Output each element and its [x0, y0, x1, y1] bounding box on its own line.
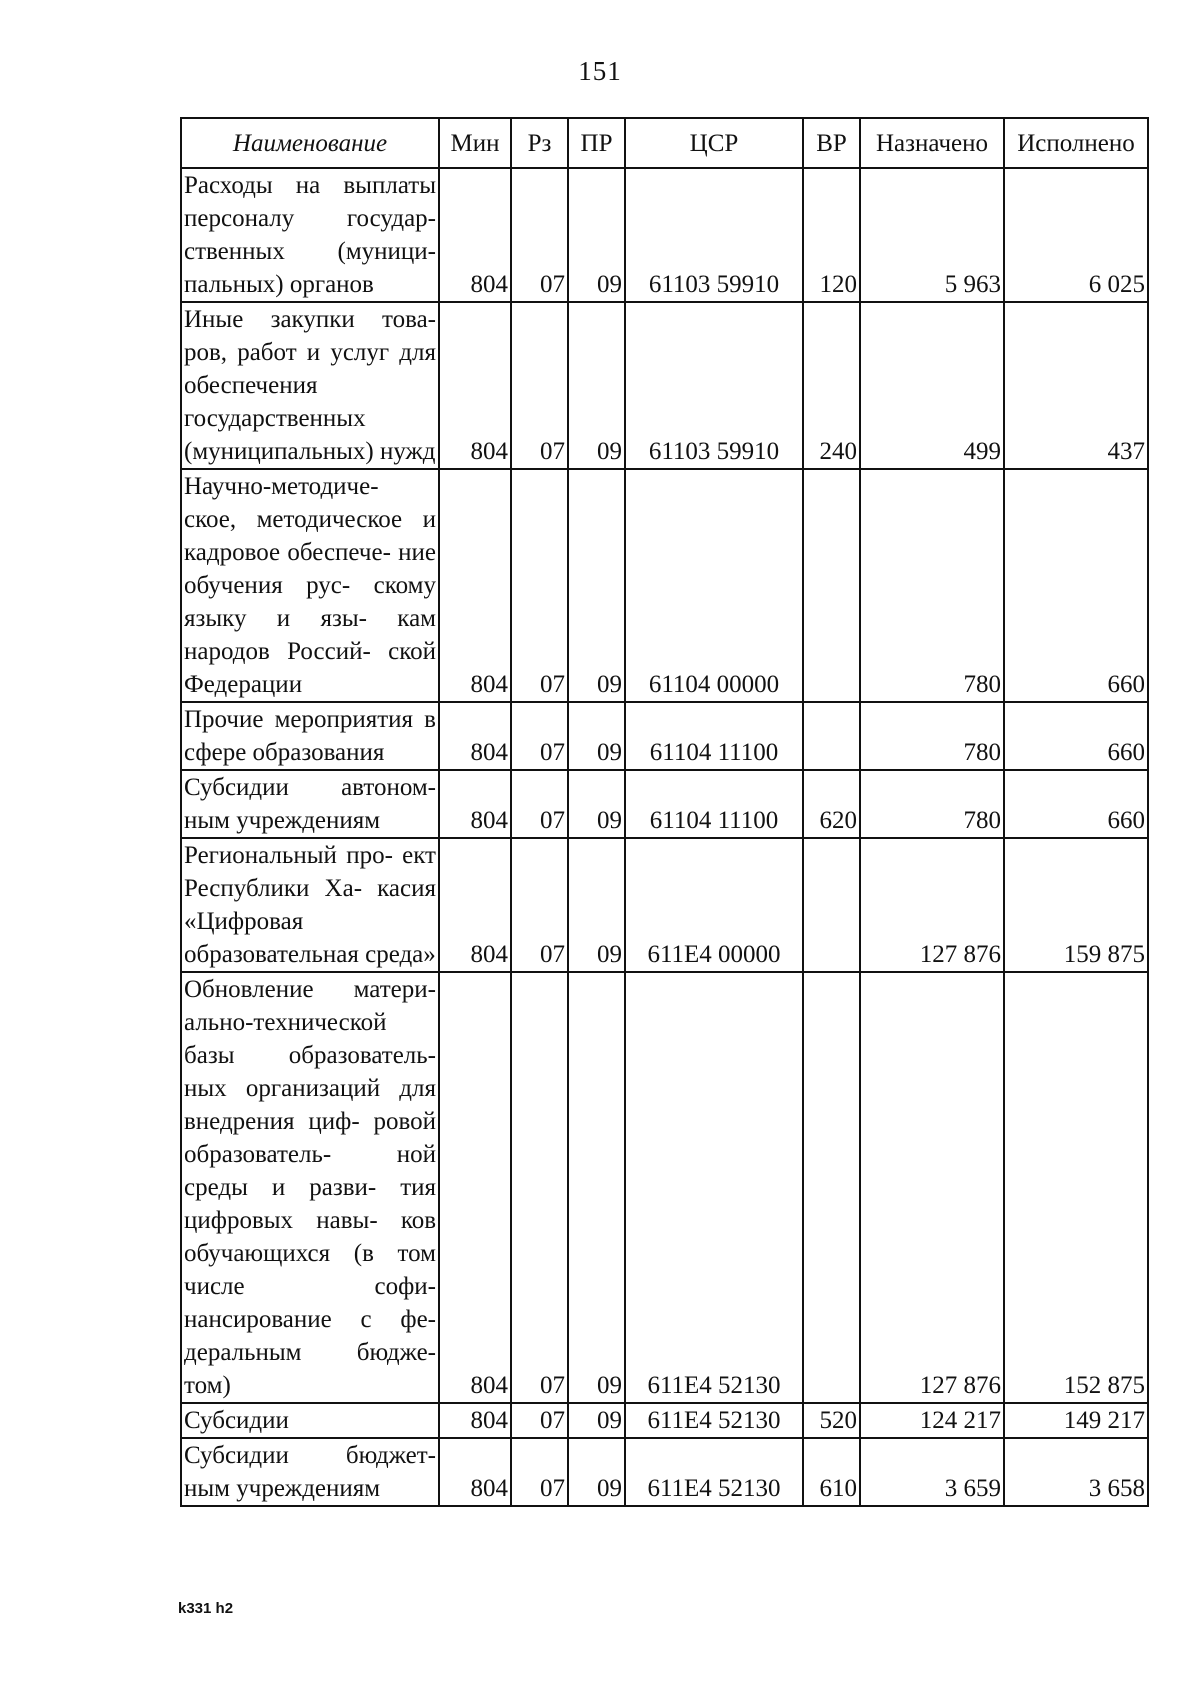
cell-assigned: 499 — [860, 302, 1004, 469]
column-header-rz: Рз — [511, 118, 568, 168]
column-header-vr: ВР — [803, 118, 860, 168]
cell-pr: 09 — [568, 770, 625, 838]
cell-pr: 09 — [568, 1403, 625, 1438]
cell-pr: 09 — [568, 302, 625, 469]
column-header-executed: Исполнено — [1004, 118, 1148, 168]
cell-executed: 6 025 — [1004, 168, 1148, 302]
cell-min: 804 — [439, 168, 511, 302]
cell-name: Научно-методиче- ское, методическое и кадровое обеспече- ние обучения рус- скому языку и язы- кам народов Россий- ской Федерации — [181, 469, 439, 702]
cell-rz: 07 — [511, 770, 568, 838]
cell-pr: 09 — [568, 168, 625, 302]
cell-vr: 240 — [803, 302, 860, 469]
cell-csr: 61104 11100 — [625, 702, 803, 770]
cell-min: 804 — [439, 770, 511, 838]
budget-table — [180, 117, 1149, 1507]
cell-rz: 07 — [511, 838, 568, 972]
table-row — [181, 702, 1148, 770]
cell-assigned: 124 217 — [860, 1403, 1004, 1438]
cell-assigned: 5 963 — [860, 168, 1004, 302]
cell-rz: 07 — [511, 168, 568, 302]
cell-rz: 07 — [511, 1438, 568, 1506]
cell-csr: 611E4 52130 — [625, 1403, 803, 1438]
cell-name: Субсидии бюджет- ным учреждениям — [181, 1438, 439, 1506]
cell-csr: 61104 00000 — [625, 469, 803, 702]
cell-vr — [803, 702, 860, 770]
cell-pr: 09 — [568, 469, 625, 702]
cell-executed: 660 — [1004, 770, 1148, 838]
footer-code: k331 h2 — [178, 1600, 234, 1617]
cell-vr: 520 — [803, 1403, 860, 1438]
cell-vr: 610 — [803, 1438, 860, 1506]
table-row — [181, 469, 1148, 702]
cell-name: Субсидии — [181, 1403, 439, 1438]
cell-csr: 611E4 52130 — [625, 972, 803, 1403]
cell-vr — [803, 972, 860, 1403]
cell-vr: 620 — [803, 770, 860, 838]
cell-pr: 09 — [568, 1438, 625, 1506]
cell-name: Обновление матери- ально-технической базы образователь- ных организаций для внедрения циф- ровой образователь- ной среды и разви- тия цифровых навы- ков обучающихся (в том числе софи- нансирование с фе- деральным бюдже- том) — [181, 972, 439, 1403]
cell-executed: 437 — [1004, 302, 1148, 469]
cell-assigned: 780 — [860, 770, 1004, 838]
cell-min: 804 — [439, 302, 511, 469]
cell-csr: 61104 11100 — [625, 770, 803, 838]
cell-vr: 120 — [803, 168, 860, 302]
cell-executed: 660 — [1004, 469, 1148, 702]
cell-csr: 611E4 52130 — [625, 1438, 803, 1506]
cell-vr — [803, 838, 860, 972]
page-number: 151 — [578, 56, 622, 86]
cell-rz: 07 — [511, 702, 568, 770]
column-header-csr: ЦСР — [625, 118, 803, 168]
cell-csr: 611E4 00000 — [625, 838, 803, 972]
cell-rz: 07 — [511, 972, 568, 1403]
cell-assigned: 780 — [860, 469, 1004, 702]
cell-executed: 152 875 — [1004, 972, 1148, 1403]
cell-min: 804 — [439, 1438, 511, 1506]
table-row — [181, 1403, 1148, 1438]
cell-rz: 07 — [511, 302, 568, 469]
cell-assigned: 127 876 — [860, 838, 1004, 972]
cell-executed: 159 875 — [1004, 838, 1148, 972]
table-row — [181, 168, 1148, 302]
cell-vr — [803, 469, 860, 702]
table-row — [181, 1438, 1148, 1506]
cell-min: 804 — [439, 1403, 511, 1438]
cell-executed: 149 217 — [1004, 1403, 1148, 1438]
cell-min: 804 — [439, 972, 511, 1403]
cell-name: Региональный про- ект Республики Ха- касия «Цифровая образовательная среда» — [181, 838, 439, 972]
cell-pr: 09 — [568, 972, 625, 1403]
cell-assigned: 3 659 — [860, 1438, 1004, 1506]
cell-rz: 07 — [511, 1403, 568, 1438]
column-header-min: Мин — [439, 118, 511, 168]
cell-name: Иные закупки това- ров, работ и услуг для обеспечения государственных (муниципальных) нужд — [181, 302, 439, 469]
cell-csr: 61103 59910 — [625, 168, 803, 302]
cell-min: 804 — [439, 469, 511, 702]
column-header-name: Наименование — [181, 118, 439, 168]
cell-executed: 3 658 — [1004, 1438, 1148, 1506]
cell-min: 804 — [439, 838, 511, 972]
cell-pr: 09 — [568, 702, 625, 770]
table-row — [181, 972, 1148, 1403]
cell-assigned: 127 876 — [860, 972, 1004, 1403]
cell-assigned: 780 — [860, 702, 1004, 770]
column-header-assigned: Назначено — [860, 118, 1004, 168]
table-row — [181, 770, 1148, 838]
cell-pr: 09 — [568, 838, 625, 972]
cell-name: Субсидии автоном- ным учреждениям — [181, 770, 439, 838]
cell-name: Расходы на выплаты персоналу государ- ственных (муници- пальных) органов — [181, 168, 439, 302]
cell-min: 804 — [439, 702, 511, 770]
table-row — [181, 838, 1148, 972]
column-header-pr: ПР — [568, 118, 625, 168]
cell-name: Прочие мероприятия в сфере образования — [181, 702, 439, 770]
table-header-row — [181, 118, 1148, 168]
cell-csr: 61103 59910 — [625, 302, 803, 469]
cell-executed: 660 — [1004, 702, 1148, 770]
cell-rz: 07 — [511, 469, 568, 702]
table-row — [181, 302, 1148, 469]
